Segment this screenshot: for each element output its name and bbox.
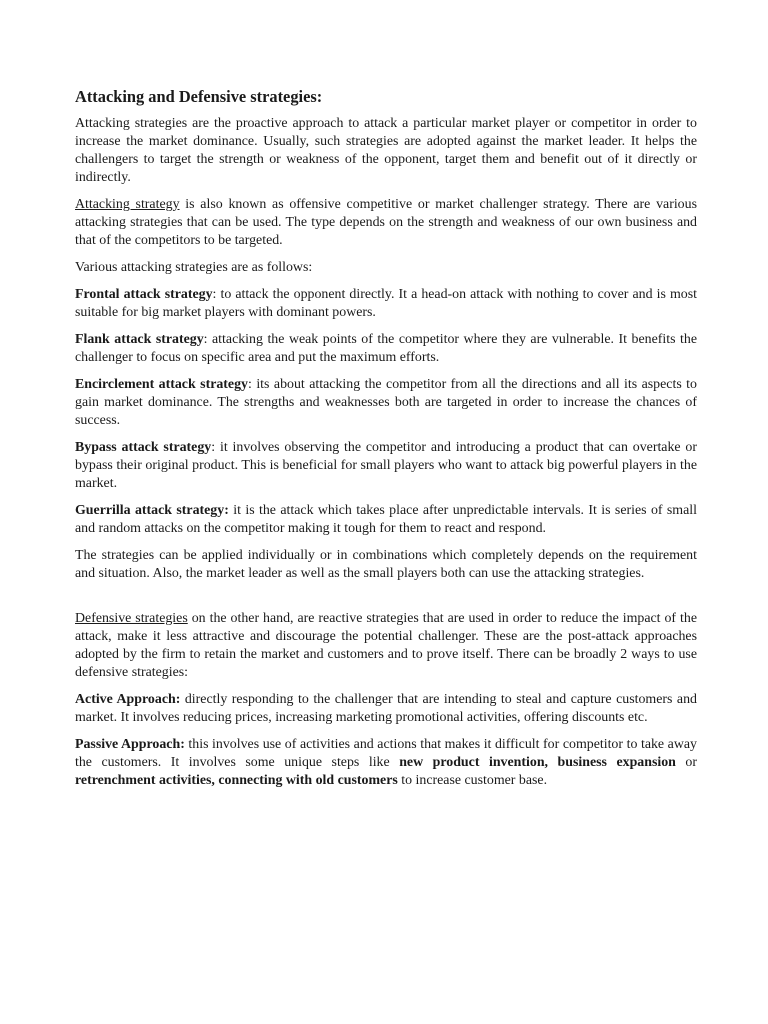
- combination-paragraph: The strategies can be applied individually or in combinations which completely depends on the requirement and situation. Also, the market leader as well as the small players both can use the attacking strategies.: [75, 548, 697, 581]
- flank-attack-text: : attacking the weak points of the competitor where they are vulnerable. It benefits the challenger to focus on specific area and put the maximum efforts.: [75, 332, 697, 365]
- bypass-attack-term: Bypass attack strategy: [75, 440, 212, 455]
- defensive-strategies-paragraph: [75, 610, 697, 682]
- bypass-attack-text: : it involves observing the competitor and introducing a product that can overtake or bypass their original product. This is beneficial for small players who want to attack big powerful players in the market.: [75, 440, 697, 491]
- various-strategies-intro: Various attacking strategies are as follows:: [75, 260, 313, 275]
- attacking-strategy-text: is also known as offensive competitive or market challenger strategy. There are various attacking strategies that can be used. The type depends on the strength and weakness of our own business and that of the competitors to be targeted.: [75, 197, 697, 248]
- guerrilla-attack-paragraph: [75, 502, 697, 538]
- active-approach-term: Active Approach:: [75, 692, 181, 707]
- frontal-attack-term: Frontal attack strategy: [75, 287, 213, 302]
- active-approach-paragraph: [75, 691, 697, 727]
- defensive-strategies-text: on the other hand, are reactive strategies that are used in order to reduce the impact of the attack, make it less attractive and discourage the potential challenger. These are the post-attack approaches adopted by the firm to retain the market and customers and to prove itself. There can be broadly 2 ways to use defensive strategies:: [75, 611, 697, 680]
- passive-approach-paragraph: [75, 736, 697, 790]
- attacking-strategy-term: Attacking strategy: [75, 197, 180, 212]
- encirclement-attack-text: : its about attacking the competitor from all the directions and all its aspects to gain market dominance. The strengths and weaknesses both are targeted in order to increase the chances of success.: [75, 377, 697, 428]
- flank-attack-paragraph: [75, 331, 697, 367]
- frontal-attack-text: : to attack the opponent directly. It a head-on attack with nothing to cover and is most suitable for big market players with dominant powers.: [75, 287, 697, 320]
- section-spacer: [75, 592, 697, 610]
- passive-approach-bold-2: retrenchment activities, connecting with old customers: [75, 773, 398, 788]
- guerrilla-attack-term: Guerrilla attack strategy:: [75, 503, 229, 518]
- guerrilla-attack-text: it is the attack which takes place after unpredictable intervals. It is series of small and random attacks on the competitor making it tough for them to react and respond.: [75, 503, 697, 536]
- encirclement-attack-term: Encirclement attack strategy: [75, 377, 248, 392]
- attacking-strategy-paragraph: [75, 196, 697, 250]
- passive-approach-text-2: or: [675, 755, 697, 770]
- passive-approach-text-1: this involves use of activities and actions that makes it difficult for competitor to take away the customers. It involves some unique steps like: [75, 737, 697, 770]
- encirclement-attack-paragraph: [75, 376, 697, 430]
- document-title: Attacking and Defensive strategies:: [75, 87, 323, 106]
- flank-attack-term: Flank attack strategy: [75, 332, 204, 347]
- passive-approach-bold-1: new product invention, business expansion: [399, 755, 676, 770]
- frontal-attack-paragraph: [75, 286, 697, 322]
- bypass-attack-paragraph: [75, 439, 697, 493]
- passive-approach-text-3: to increase customer base.: [397, 773, 548, 788]
- intro-paragraph: Attacking strategies are the proactive approach to attack a particular market player or competitor in order to increase the market dominance. Usually, such strategies are adopted against the market leader. It helps the challengers to target the strength or weakness of the opponent, target them and benefit out of it directly or indirectly.: [75, 116, 697, 185]
- active-approach-text: directly responding to the challenger that are intending to steal and capture customers and market. It involves reducing prices, increasing marketing promotional activities, offering discounts etc.: [75, 692, 697, 725]
- passive-approach-term: Passive Approach:: [75, 737, 185, 752]
- defensive-strategies-term: Defensive strategies: [75, 611, 188, 626]
